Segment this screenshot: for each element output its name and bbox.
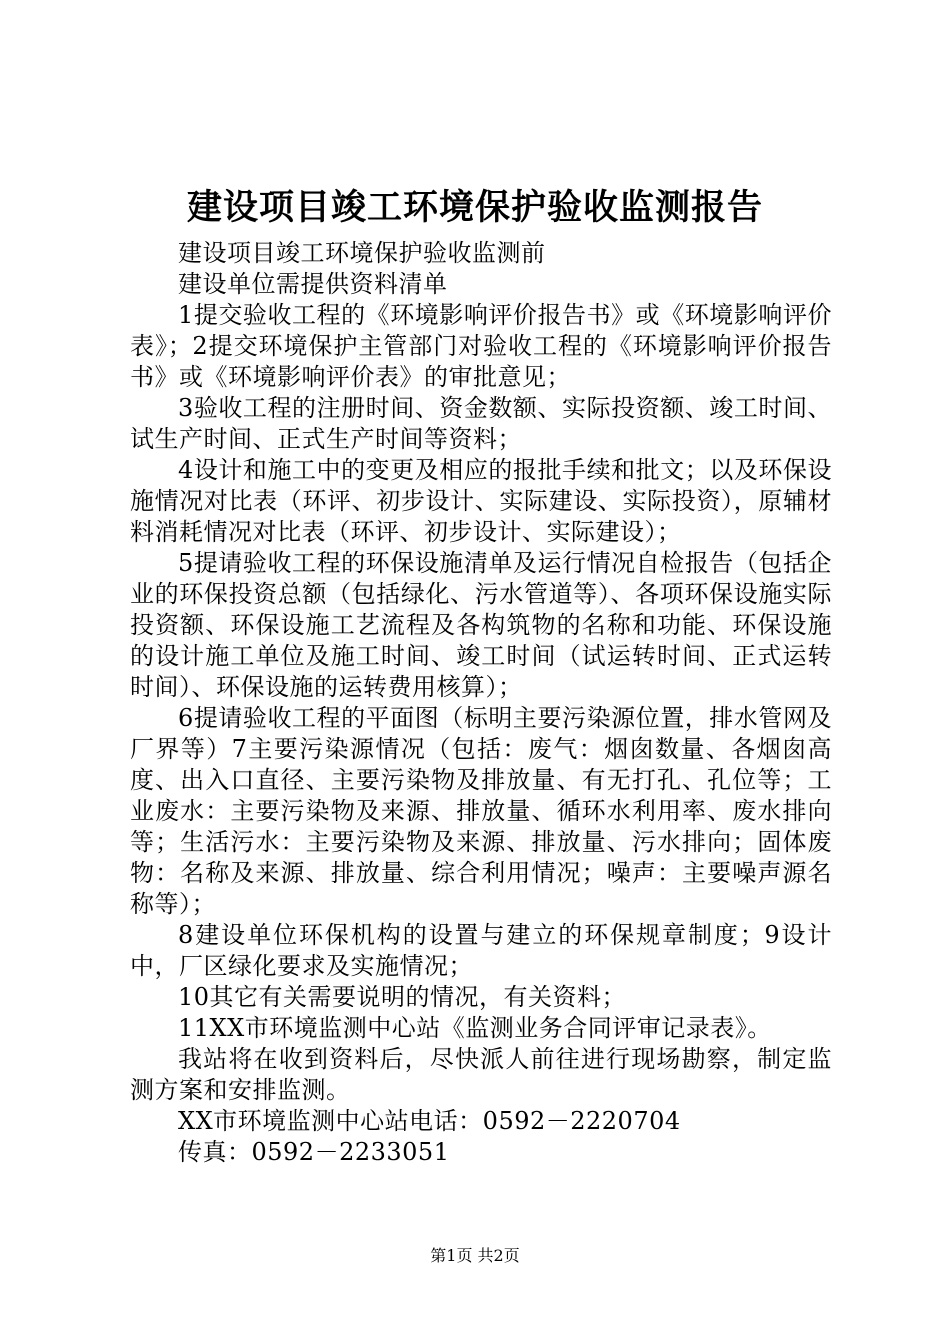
- document-title: 建设项目竣工环境保护验收监测报告: [186, 187, 763, 228]
- page-footer: 第1页 共2页: [430, 1246, 520, 1265]
- document-body: [130, 238, 832, 1168]
- paragraph: 1提交验收工程的《环境影响评价报告书》或《环境影响评价表》；2提交环境保护主管部门对验收工程的《环境影响评价报告书》或《环境影响评价表》的审批意见；: [130, 301, 832, 391]
- paragraph: 5提请验收工程的环保设施清单及运行情况自检报告（包括企业的环保投资总额（包括绿化、污水管道等）、各项环保设施实际投资额、环保设施工艺流程及各构筑物的名称和功能、环保设施的设计施工单位及施工时间、竣工时间（试运转时间、正式运转时间）、环保设施的运转费用核算）；: [130, 549, 832, 701]
- paragraph: 建设单位需提供资料清单: [178, 270, 448, 298]
- paragraph: 6提请验收工程的平面图（标明主要污染源位置，排水管网及厂界等）7主要污染源情况（包括：废气：烟囱数量、各烟囱高度、出入口直径、主要污染物及排放量、有无打孔、孔位等；工业废水：主要污染物及来源、排放量、循环水利用率、废水排向等；生活污水：主要污染物及来源、排放量、污水排向；固体废物：名称及来源、排放量、综合利用情况；噪声：主要噪声源名称等）；: [130, 704, 832, 918]
- paragraph: 3验收工程的注册时间、资金数额、实际投资额、竣工时间、试生产时间、正式生产时间等资料；: [130, 394, 832, 453]
- paragraph: 8建设单位环保机构的设置与建立的环保规章制度；9设计中，厂区绿化要求及实施情况；: [130, 921, 832, 980]
- paragraph: 传真：0592－2233051: [178, 1138, 450, 1166]
- paragraph: 我站将在收到资料后，尽快派人前往进行现场勘察，制定监测方案和安排监测。: [130, 1045, 832, 1104]
- paragraph: 4设计和施工中的变更及相应的报批手续和批文；以及环保设施情况对比表（环评、初步设计、实际建设、实际投资），原辅材料消耗情况对比表（环评、初步设计、实际建设）；: [130, 456, 832, 546]
- paragraph: XX市环境监测中心站电话：0592－2220704: [178, 1107, 681, 1135]
- paragraph: 建设项目竣工环境保护验收监测前: [178, 239, 546, 267]
- paragraph: 10其它有关需要说明的情况，有关资料；: [178, 983, 627, 1011]
- paragraph: 11XX市环境监测中心站《监测业务合同评审记录表》。: [178, 1014, 772, 1042]
